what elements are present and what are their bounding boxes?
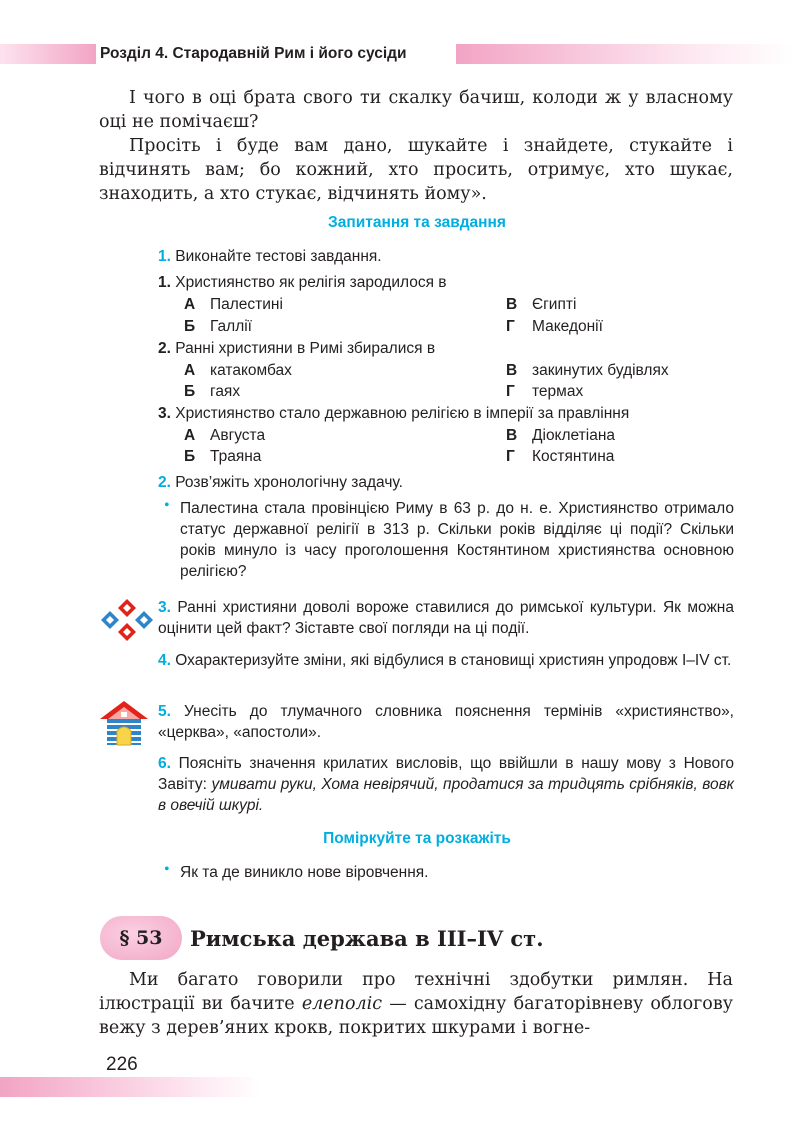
- test-option: Б Галлії: [184, 318, 252, 335]
- task-number: 4.: [158, 652, 171, 669]
- section-header: Розділ 4. Стародавній Рим і його сусіди: [100, 45, 407, 62]
- intro-text: [99, 968, 733, 1040]
- chapter-title: Римська держава в III–IV ст.: [190, 926, 544, 951]
- task-2-problem: Палестина стала провінцією Риму в 63 р. до н. е. Християнство отримало статус державної релігії в 313 р. Скільки років відділяє ці події? Скільки років минуло із часу проголошення Костянтином християнства основною релігією?: [180, 500, 734, 580]
- task-text: Ранні християни доволі вороже ставилися до римської культури. Як можна оцінити цей факт? Зіставте свої погляди на ці події.: [158, 599, 734, 637]
- intro-paragraph: Ми багато говорили про технічні здобутки римлян. На ілюстрації ви бачите елеполіс — самохідну багаторівневу облогову вежу з дерев’яних крокв, покритих шкурами і вогне-: [99, 970, 733, 1038]
- paragraph-number: § 53: [119, 927, 163, 949]
- test-option: В Діоклетіана: [506, 427, 616, 444]
- test-option: В Єгипті: [506, 296, 577, 313]
- task-1: [158, 246, 382, 267]
- header-decor-left: [0, 44, 96, 64]
- task-text: Виконайте тестові завдання.: [175, 248, 382, 265]
- bullet-icon: •: [164, 861, 170, 878]
- task-number: 2.: [158, 474, 171, 491]
- footer-decor: [0, 1077, 260, 1097]
- diamond-pattern-icon: [98, 597, 156, 643]
- task-3: [158, 597, 734, 639]
- test-option: Б гаях: [184, 383, 241, 400]
- test-option: А Августа: [184, 427, 266, 444]
- task-number: 5.: [158, 703, 171, 720]
- questions-heading: Запитання та завдання: [328, 214, 506, 231]
- test-question: [158, 403, 629, 424]
- task-text: Унесіть до тлумачного словника пояснення термінів «християнство», «церква», «апостоли».: [158, 703, 734, 741]
- test-question-text: Ранні християни в Римі збиралися в: [175, 340, 436, 357]
- task-2: [158, 472, 403, 493]
- test-option: А катакомбах: [184, 362, 292, 379]
- test-option: В закинутих будівлях: [506, 362, 669, 379]
- quote-paragraph: І чого в оці брата свого ти скалку бачиш, колоди ж у власному оці не помічаєш?: [99, 88, 733, 132]
- task-number: 6.: [158, 755, 171, 772]
- page-number: 226: [106, 1054, 138, 1075]
- task-6: [158, 753, 734, 816]
- test-question-text: Християнство стало державною релігією в імперії за правління: [175, 405, 630, 422]
- bullet-icon: •: [164, 497, 170, 514]
- test-number: 2.: [158, 340, 171, 357]
- house-icon: [98, 699, 150, 747]
- task-5: [158, 701, 734, 743]
- test-number: 1.: [158, 274, 171, 291]
- test-question: [158, 338, 435, 359]
- task-number: 1.: [158, 248, 171, 265]
- test-option: Б Траяна: [184, 448, 262, 465]
- test-option: А Палестині: [184, 296, 283, 313]
- task-text: Охарактеризуйте зміни, які відбулися в становищі християн упродовж I–IV ст.: [175, 652, 732, 669]
- test-question: [158, 272, 447, 293]
- quote-text: [99, 86, 733, 206]
- think-heading: Поміркуйте та розкажіть: [323, 830, 511, 847]
- task-number: 3.: [158, 599, 171, 616]
- task-italic-phrases: умивати руки, Хома невірячий, продатися за тридцять срібняків, вовк в овечій шкурі.: [158, 776, 735, 814]
- quote-paragraph: Просіть і буде вам дано, шукайте і знайдете, стукайте і відчинять вам; бо кожний, хто просить, отримує, хто шукає, знаходить, а хто стукає, відчинять йому».: [99, 136, 733, 204]
- header-decor-right: [456, 44, 794, 64]
- term-elepolis: елеполіс: [301, 994, 383, 1014]
- test-option: Г Македонії: [506, 318, 603, 335]
- test-question-text: Християнство як релігія зародилося в: [175, 274, 447, 291]
- task-4: [158, 650, 734, 671]
- think-bullet: Як та де виникло нове віровчення.: [180, 864, 429, 881]
- task-text: Поясніть значення крилатих висловів, що ввійшли в нашу мову з Нового Завіту:: [158, 755, 734, 793]
- test-option: Г Костянтина: [506, 448, 615, 465]
- test-number: 3.: [158, 405, 171, 422]
- test-option: Г термах: [506, 383, 584, 400]
- task-text: Розв’яжіть хронологічну задачу.: [175, 474, 403, 491]
